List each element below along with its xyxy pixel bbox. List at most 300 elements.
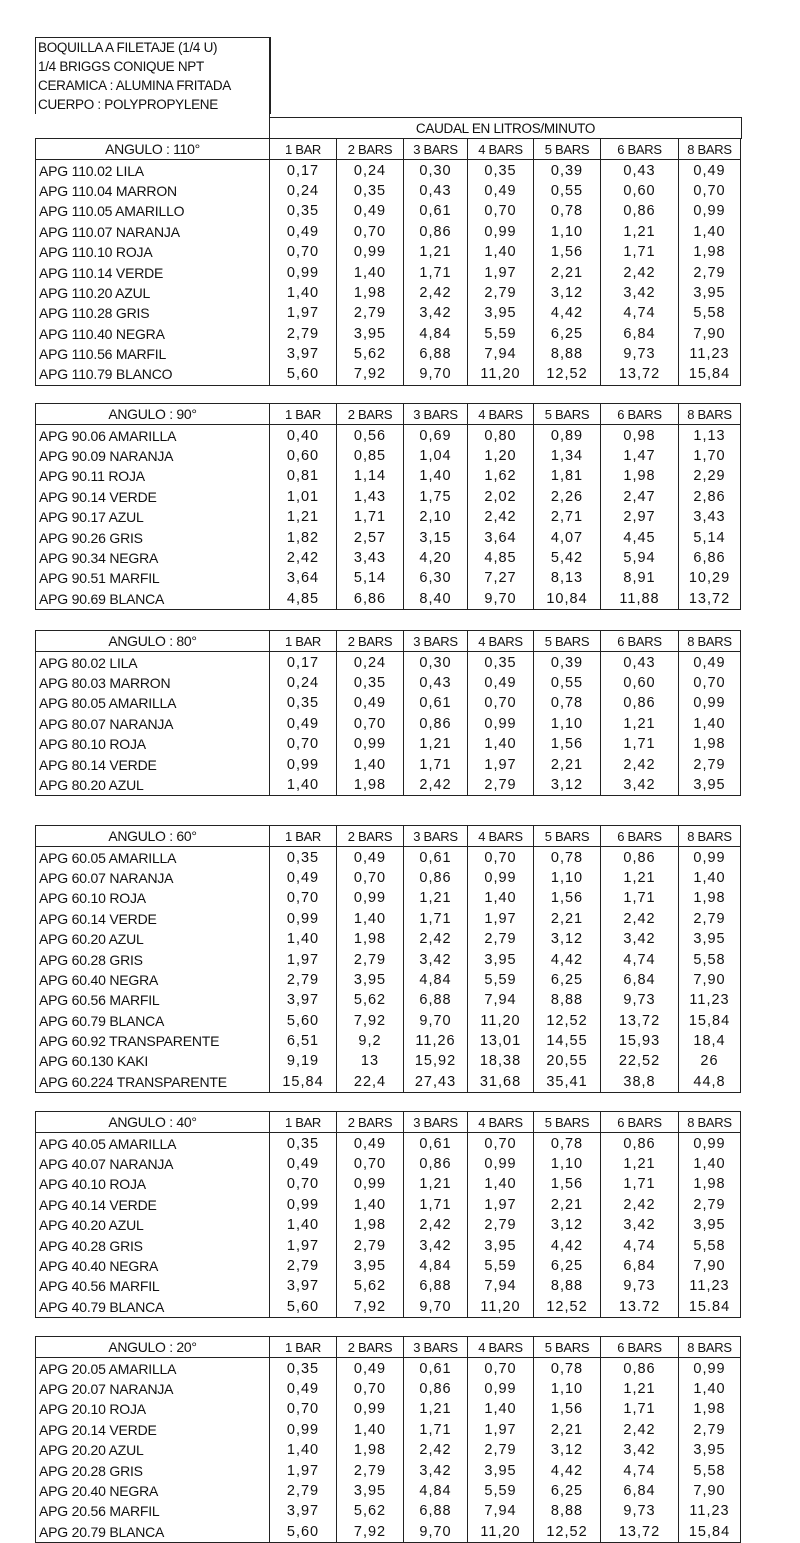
flow-value: 2,79 bbox=[270, 1481, 337, 1501]
pressure-header: 2 BARS bbox=[337, 139, 404, 160]
header-divider bbox=[269, 37, 270, 117]
pressure-header: 8 BARS bbox=[679, 139, 741, 160]
flow-value: 3,12 bbox=[534, 283, 601, 303]
flow-value: 11,20 bbox=[468, 1522, 534, 1543]
flow-value: 1,97 bbox=[468, 754, 534, 774]
flow-value: 0,99 bbox=[270, 262, 337, 282]
flow-value: 3,12 bbox=[534, 1440, 601, 1460]
table-row bbox=[36, 847, 741, 868]
table-row bbox=[36, 1235, 741, 1255]
pressure-header: 1 BAR bbox=[270, 1112, 337, 1133]
nozzle-name: APG 110.10 ROJA bbox=[36, 242, 270, 262]
table-row bbox=[36, 775, 741, 796]
flow-value: 13 bbox=[337, 1051, 404, 1071]
flow-value: 0,70 bbox=[337, 1154, 404, 1174]
header-line-thread: 1/4 BRIGGS CONIQUE NPT bbox=[38, 59, 204, 74]
flow-value: 0,43 bbox=[404, 673, 468, 693]
flow-value: 6,88 bbox=[404, 344, 468, 364]
pressure-header: 2 BARS bbox=[337, 826, 404, 847]
flow-value: 0,55 bbox=[534, 181, 601, 201]
nozzle-name: APG 20.79 BLANCA bbox=[36, 1522, 270, 1543]
flow-value: 0,49 bbox=[270, 714, 337, 734]
flow-value: 3,95 bbox=[337, 1481, 404, 1501]
flow-value: 2,79 bbox=[468, 775, 534, 796]
flow-value: 0,70 bbox=[270, 1399, 337, 1419]
flow-value: 2,79 bbox=[337, 949, 404, 969]
nozzle-name: APG 60.05 AMARILLA bbox=[36, 847, 270, 868]
flow-value: 5,14 bbox=[679, 527, 741, 547]
flow-value: 8,88 bbox=[534, 990, 601, 1010]
flow-value: 0,99 bbox=[337, 888, 404, 908]
flow-value: 10,29 bbox=[679, 568, 741, 588]
flow-value: 3,97 bbox=[270, 1276, 337, 1296]
table-row bbox=[36, 1174, 741, 1194]
pressure-header: 4 BARS bbox=[468, 826, 534, 847]
table-row bbox=[36, 990, 741, 1010]
flow-value: 0,35 bbox=[270, 1133, 337, 1154]
flow-value: 2,79 bbox=[679, 909, 741, 929]
flow-value: 3,15 bbox=[404, 527, 468, 547]
flow-value: 2,71 bbox=[534, 507, 601, 527]
flow-value: 44,8 bbox=[679, 1072, 741, 1093]
flow-value: 1,81 bbox=[534, 466, 601, 486]
pressure-header: 3 BARS bbox=[404, 631, 468, 652]
pressure-header: 3 BARS bbox=[404, 1337, 468, 1358]
flow-value: 2,21 bbox=[534, 1420, 601, 1440]
table-row bbox=[36, 1215, 741, 1235]
nozzle-name: APG 90.17 AZUL bbox=[36, 507, 270, 527]
flow-value: 9,70 bbox=[404, 1011, 468, 1031]
flow-value: 1,40 bbox=[468, 242, 534, 262]
flow-value: 4,74 bbox=[601, 1235, 679, 1255]
table-row bbox=[36, 1460, 741, 1480]
flow-value: 0,70 bbox=[468, 847, 534, 868]
flow-value: 0,60 bbox=[601, 181, 679, 201]
flow-value: 12,52 bbox=[534, 1297, 601, 1318]
flow-value: 6,88 bbox=[404, 1501, 468, 1521]
flow-value: 8,91 bbox=[601, 568, 679, 588]
flow-value: 0,43 bbox=[404, 181, 468, 201]
nozzle-name: APG 80.02 LILA bbox=[36, 652, 270, 673]
table-row bbox=[36, 364, 741, 385]
nozzle-name: APG 110.05 AMARILLO bbox=[36, 201, 270, 221]
flow-value: 7,94 bbox=[468, 1276, 534, 1296]
flow-value: 1,98 bbox=[679, 242, 741, 262]
pressure-header: 4 BARS bbox=[468, 1112, 534, 1133]
flow-value: 11,23 bbox=[679, 1501, 741, 1521]
flow-value: 11,23 bbox=[679, 990, 741, 1010]
flow-value: 6,25 bbox=[534, 324, 601, 344]
flow-value: 0,24 bbox=[337, 652, 404, 673]
flow-value: 0,49 bbox=[337, 1133, 404, 1154]
nozzle-name: APG 20.40 NEGRA bbox=[36, 1481, 270, 1501]
flow-value: 7,94 bbox=[468, 990, 534, 1010]
flow-value: 0,99 bbox=[679, 847, 741, 868]
flow-value: 0,49 bbox=[270, 868, 337, 888]
flow-value: 3,42 bbox=[404, 1460, 468, 1480]
flow-value: 0,49 bbox=[679, 160, 741, 181]
flow-value: 6,84 bbox=[601, 1481, 679, 1501]
table-row bbox=[36, 527, 741, 547]
flow-value: 0,61 bbox=[404, 693, 468, 713]
flow-value: 1,56 bbox=[534, 242, 601, 262]
flow-value: 1,40 bbox=[337, 909, 404, 929]
flow-value: 1,98 bbox=[337, 1215, 404, 1235]
flow-value: 15,84 bbox=[270, 1072, 337, 1093]
flow-value: 2,10 bbox=[404, 507, 468, 527]
flow-value: 8,88 bbox=[534, 1276, 601, 1296]
table-row bbox=[36, 446, 741, 466]
table-row bbox=[36, 344, 741, 364]
flow-value: 3,42 bbox=[404, 949, 468, 969]
table-row bbox=[36, 568, 741, 588]
flow-value: 4,74 bbox=[601, 1460, 679, 1480]
table-row bbox=[36, 160, 741, 181]
nozzle-name: APG 110.20 AZUL bbox=[36, 283, 270, 303]
table-row bbox=[36, 1051, 741, 1071]
flow-value: 0,78 bbox=[534, 693, 601, 713]
table-row bbox=[36, 949, 741, 969]
flow-value: 1,40 bbox=[468, 1399, 534, 1419]
flow-value: 1,40 bbox=[679, 868, 741, 888]
flow-value: 1,56 bbox=[534, 1174, 601, 1194]
flow-value: 3,95 bbox=[468, 1235, 534, 1255]
nozzle-name: APG 90.69 BLANCA bbox=[36, 589, 270, 610]
flow-value: 1,71 bbox=[601, 1399, 679, 1419]
flow-value: 1,98 bbox=[679, 1174, 741, 1194]
nozzle-name: APG 60.79 BLANCA bbox=[36, 1011, 270, 1031]
table-row bbox=[36, 673, 741, 693]
flow-value: 5,62 bbox=[337, 990, 404, 1010]
flow-value: 12,52 bbox=[534, 364, 601, 385]
pressure-header: 6 BARS bbox=[601, 139, 679, 160]
table-row bbox=[36, 1072, 741, 1093]
table-row bbox=[36, 754, 741, 774]
flow-value: 7,92 bbox=[337, 364, 404, 385]
flow-value: 0,70 bbox=[468, 693, 534, 713]
flow-value: 3,64 bbox=[468, 527, 534, 547]
flow-value: 4,85 bbox=[270, 589, 337, 610]
flow-value: 0,99 bbox=[337, 734, 404, 754]
flow-value: 11,23 bbox=[679, 344, 741, 364]
pressure-header: 2 BARS bbox=[337, 631, 404, 652]
flow-value: 1,21 bbox=[404, 1174, 468, 1194]
flow-value: 2,86 bbox=[679, 487, 741, 507]
nozzle-name: APG 110.02 LILA bbox=[36, 160, 270, 181]
flow-value: 3,95 bbox=[337, 970, 404, 990]
flow-value: 0,39 bbox=[534, 160, 601, 181]
document-header bbox=[35, 37, 271, 114]
nozzle-name: APG 40.05 AMARILLA bbox=[36, 1133, 270, 1154]
flow-value: 0,61 bbox=[404, 847, 468, 868]
flow-value: 0,43 bbox=[601, 652, 679, 673]
flow-value: 7,92 bbox=[337, 1011, 404, 1031]
table-row bbox=[36, 466, 741, 486]
flow-value: 1,97 bbox=[270, 303, 337, 323]
nozzle-name: APG 40.40 NEGRA bbox=[36, 1256, 270, 1276]
flow-value: 3,97 bbox=[270, 344, 337, 364]
flow-value: 1,98 bbox=[679, 888, 741, 908]
flow-value: 0,98 bbox=[601, 425, 679, 446]
angle-header: ANGULO : 110° bbox=[36, 139, 270, 160]
flow-value: 3,97 bbox=[270, 1501, 337, 1521]
nozzle-name: APG 80.05 AMARILLA bbox=[36, 693, 270, 713]
table-row bbox=[36, 1031, 741, 1051]
angle-header: ANGULO : 60° bbox=[36, 826, 270, 847]
flow-value: 3,64 bbox=[270, 568, 337, 588]
flow-value: 2,42 bbox=[601, 754, 679, 774]
flow-value: 5,62 bbox=[337, 1276, 404, 1296]
flow-value: 0,86 bbox=[404, 868, 468, 888]
flow-value: 10,84 bbox=[534, 589, 601, 610]
flow-value: 0,70 bbox=[337, 714, 404, 734]
flow-value: 7,90 bbox=[679, 324, 741, 344]
flow-value: 11,20 bbox=[468, 1011, 534, 1031]
flow-value: 0,70 bbox=[468, 1358, 534, 1379]
flow-value: 13,72 bbox=[601, 364, 679, 385]
flow-value: 0,86 bbox=[404, 714, 468, 734]
table-row bbox=[36, 909, 741, 929]
flow-value: 0,24 bbox=[270, 673, 337, 693]
flow-value: 1,40 bbox=[270, 283, 337, 303]
flow-value: 0,70 bbox=[468, 1133, 534, 1154]
flow-value: 7,90 bbox=[679, 970, 741, 990]
pressure-header: 2 BARS bbox=[337, 1112, 404, 1133]
pressure-header: 6 BARS bbox=[601, 631, 679, 652]
flow-value: 1,10 bbox=[534, 222, 601, 242]
flow-value: 35,41 bbox=[534, 1072, 601, 1093]
nozzle-name: APG 110.40 NEGRA bbox=[36, 324, 270, 344]
nozzle-name: APG 40.79 BLANCA bbox=[36, 1297, 270, 1318]
pressure-header: 4 BARS bbox=[468, 631, 534, 652]
flow-value: 2,97 bbox=[601, 507, 679, 527]
flow-value: 2,79 bbox=[468, 1440, 534, 1460]
flow-value: 0,17 bbox=[270, 652, 337, 673]
nozzle-name: APG 80.14 VERDE bbox=[36, 754, 270, 774]
flow-value: 2,42 bbox=[404, 775, 468, 796]
flow-value: 1,40 bbox=[679, 714, 741, 734]
flow-value: 3,42 bbox=[601, 283, 679, 303]
pressure-header: 3 BARS bbox=[404, 826, 468, 847]
flow-value: 1,97 bbox=[468, 1195, 534, 1215]
table-row bbox=[36, 1501, 741, 1521]
flow-value: 3,95 bbox=[679, 283, 741, 303]
flow-value: 1,21 bbox=[601, 714, 679, 734]
flow-value: 9,73 bbox=[601, 1276, 679, 1296]
flow-value: 2,79 bbox=[679, 1420, 741, 1440]
flow-value: 5,59 bbox=[468, 970, 534, 990]
flow-value: 1,21 bbox=[404, 734, 468, 754]
flow-value: 1,71 bbox=[404, 262, 468, 282]
nozzle-name: APG 60.14 VERDE bbox=[36, 909, 270, 929]
nozzle-name: APG 80.10 ROJA bbox=[36, 734, 270, 754]
flow-value: 3,95 bbox=[468, 1460, 534, 1480]
pressure-header: 6 BARS bbox=[601, 404, 679, 425]
nozzle-name: APG 40.10 ROJA bbox=[36, 1174, 270, 1194]
pressure-header: 4 BARS bbox=[468, 404, 534, 425]
flow-value: 0,24 bbox=[337, 160, 404, 181]
flow-value: 7,90 bbox=[679, 1256, 741, 1276]
flow-value: 1,70 bbox=[679, 446, 741, 466]
table-row bbox=[36, 262, 741, 282]
flow-value: 1,71 bbox=[337, 507, 404, 527]
flow-value: 0,35 bbox=[270, 1358, 337, 1379]
flow-value: 1,10 bbox=[534, 1154, 601, 1174]
flow-value: 1,21 bbox=[404, 1399, 468, 1419]
flow-value: 1,21 bbox=[601, 1154, 679, 1174]
flow-value: 1,40 bbox=[468, 1174, 534, 1194]
flow-value: 0,99 bbox=[468, 714, 534, 734]
pressure-header: 5 BARS bbox=[534, 404, 601, 425]
table-row bbox=[36, 1358, 741, 1379]
flow-value: 1,47 bbox=[601, 446, 679, 466]
flow-value: 1,97 bbox=[468, 1420, 534, 1440]
table-row bbox=[36, 324, 741, 344]
pressure-header: 4 BARS bbox=[468, 139, 534, 160]
flow-value: 1,13 bbox=[679, 425, 741, 446]
nozzle-name: APG 80.03 MARRON bbox=[36, 673, 270, 693]
flow-value: 0,78 bbox=[534, 201, 601, 221]
flow-value: 1,40 bbox=[468, 888, 534, 908]
flow-value: 0,70 bbox=[270, 888, 337, 908]
nozzle-name: APG 60.07 NARANJA bbox=[36, 868, 270, 888]
flow-value: 1,21 bbox=[601, 222, 679, 242]
flow-value: 13,72 bbox=[601, 1522, 679, 1543]
table-row bbox=[36, 181, 741, 201]
nozzle-name: APG 60.10 ROJA bbox=[36, 888, 270, 908]
flow-value: 3,95 bbox=[337, 324, 404, 344]
flow-value: 15,84 bbox=[679, 1522, 741, 1543]
table-row bbox=[36, 548, 741, 568]
flow-value: 1,21 bbox=[601, 868, 679, 888]
nozzle-name: APG 20.20 AZUL bbox=[36, 1440, 270, 1460]
flow-value: 2,42 bbox=[404, 929, 468, 949]
nozzle-name: APG 80.07 NARANJA bbox=[36, 714, 270, 734]
flow-value: 5,60 bbox=[270, 1522, 337, 1543]
flow-value: 2,42 bbox=[601, 909, 679, 929]
flow-value: 1,40 bbox=[404, 466, 468, 486]
flow-value: 3,42 bbox=[601, 929, 679, 949]
table-row bbox=[36, 868, 741, 888]
flow-value: 1,71 bbox=[404, 909, 468, 929]
pressure-header: 5 BARS bbox=[534, 1112, 601, 1133]
flow-value: 5,58 bbox=[679, 1460, 741, 1480]
flow-value: 0,49 bbox=[337, 201, 404, 221]
flow-value: 15,84 bbox=[679, 1011, 741, 1031]
flow-value: 4,42 bbox=[534, 303, 601, 323]
flow-value: 8,88 bbox=[534, 344, 601, 364]
pressure-header: 1 BAR bbox=[270, 139, 337, 160]
flow-value: 0,35 bbox=[468, 652, 534, 673]
flow-value: 9,70 bbox=[468, 589, 534, 610]
flow-value: 4,85 bbox=[468, 548, 534, 568]
caudal-header: CAUDAL EN LITROS/MINUTO bbox=[269, 117, 742, 139]
flow-value: 0,30 bbox=[404, 652, 468, 673]
flow-value: 0,40 bbox=[270, 425, 337, 446]
flow-value: 0,61 bbox=[404, 201, 468, 221]
flow-value: 11,20 bbox=[468, 364, 534, 385]
flow-value: 0,99 bbox=[270, 909, 337, 929]
flow-value: 1,10 bbox=[534, 868, 601, 888]
flow-value: 2,42 bbox=[404, 1215, 468, 1235]
flow-value: 0,99 bbox=[679, 201, 741, 221]
flow-value: 0,49 bbox=[337, 1358, 404, 1379]
flow-value: 22,52 bbox=[601, 1051, 679, 1071]
nozzle-name: APG 60.56 MARFIL bbox=[36, 990, 270, 1010]
flow-value: 1,40 bbox=[337, 754, 404, 774]
nozzle-name: APG 80.20 AZUL bbox=[36, 775, 270, 796]
flow-value: 4,42 bbox=[534, 1235, 601, 1255]
nozzle-name: APG 90.09 NARANJA bbox=[36, 446, 270, 466]
flow-value: 18,38 bbox=[468, 1051, 534, 1071]
flow-value: 0,24 bbox=[270, 181, 337, 201]
flow-value: 1,21 bbox=[404, 888, 468, 908]
flow-value: 1,71 bbox=[404, 1195, 468, 1215]
flow-value: 1,97 bbox=[270, 949, 337, 969]
pressure-header: 6 BARS bbox=[601, 1337, 679, 1358]
pressure-header: 8 BARS bbox=[679, 1337, 741, 1358]
flow-value: 1,40 bbox=[679, 1154, 741, 1174]
flow-value: 5,62 bbox=[337, 344, 404, 364]
nozzle-name: APG 60.92 TRANSPARENTE bbox=[36, 1031, 270, 1051]
pressure-header: 3 BARS bbox=[404, 404, 468, 425]
table-row bbox=[36, 589, 741, 610]
flow-value: 0,86 bbox=[404, 1379, 468, 1399]
table-row bbox=[36, 1440, 741, 1460]
table-row bbox=[36, 1195, 741, 1215]
table-row bbox=[36, 1522, 741, 1543]
flow-value: 2,57 bbox=[337, 527, 404, 547]
flow-value: 0,39 bbox=[534, 652, 601, 673]
flow-value: 3,95 bbox=[679, 1440, 741, 1460]
angle-header: ANGULO : 40° bbox=[36, 1112, 270, 1133]
flow-value: 1,97 bbox=[270, 1235, 337, 1255]
flow-value: 2,42 bbox=[468, 507, 534, 527]
pressure-header: 1 BAR bbox=[270, 826, 337, 847]
nozzle-name: APG 110.56 MARFIL bbox=[36, 344, 270, 364]
flow-value: 5,58 bbox=[679, 1235, 741, 1255]
flow-value: 1,43 bbox=[337, 487, 404, 507]
flow-value: 1,98 bbox=[601, 466, 679, 486]
flow-value: 3,95 bbox=[679, 775, 741, 796]
flow-value: 2,21 bbox=[534, 1195, 601, 1215]
flow-value: 5,59 bbox=[468, 324, 534, 344]
flow-value: 1,10 bbox=[534, 1379, 601, 1399]
flow-value: 5,58 bbox=[679, 949, 741, 969]
flow-value: 4,74 bbox=[601, 303, 679, 323]
flow-value: 38,8 bbox=[601, 1072, 679, 1093]
flow-value: 0,49 bbox=[468, 181, 534, 201]
flow-value: 0,99 bbox=[270, 1195, 337, 1215]
header-line-body: CUERPO : POLYPROPYLENE bbox=[38, 97, 218, 112]
flow-value: 2,42 bbox=[404, 283, 468, 303]
flow-value: 3,43 bbox=[337, 548, 404, 568]
flow-value: 20,55 bbox=[534, 1051, 601, 1071]
flow-value: 6,30 bbox=[404, 568, 468, 588]
flow-value: 3,12 bbox=[534, 1215, 601, 1235]
flow-value: 1,01 bbox=[270, 487, 337, 507]
flow-value: 3,95 bbox=[679, 1215, 741, 1235]
nozzle-name: APG 110.04 MARRON bbox=[36, 181, 270, 201]
flow-value: 11,23 bbox=[679, 1276, 741, 1296]
table-row bbox=[36, 201, 741, 221]
nozzle-name: APG 20.07 NARANJA bbox=[36, 1379, 270, 1399]
flow-value: 12,52 bbox=[534, 1011, 601, 1031]
table-row bbox=[36, 929, 741, 949]
flow-value: 4,42 bbox=[534, 949, 601, 969]
flow-value: 1,75 bbox=[404, 487, 468, 507]
nozzle-name: APG 20.56 MARFIL bbox=[36, 1501, 270, 1521]
